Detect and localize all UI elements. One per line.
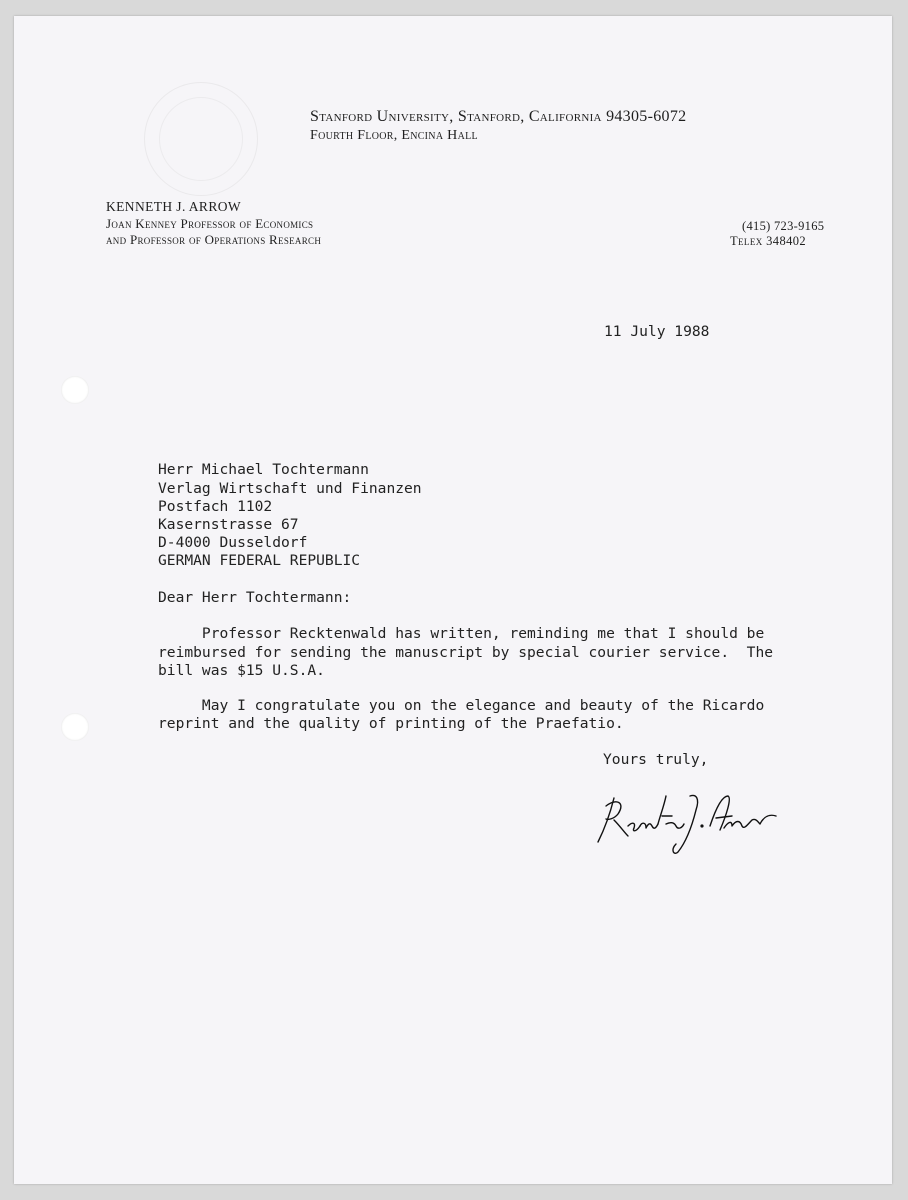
body-line: May I congratulate you on the elegance and beauty of the Ricardo [158, 697, 765, 714]
letterhead-name: KENNETH J. ARROW [106, 199, 242, 214]
letterhead-title-line1: Joan Kenney Professor of Economics [106, 216, 314, 231]
salutation: Dear Herr Tochtermann: [158, 589, 352, 606]
letterhead-floor: Fourth Floor, Encina Hall [310, 128, 478, 143]
body-line: Professor Recktenwald has written, reminding me that I should be [158, 625, 765, 642]
body-line: reimbursed for sending the manuscript by special courier service. The [158, 644, 774, 661]
letterhead-title-line2: and Professor of Operations Research [106, 232, 322, 247]
address-line: Kasernstrasse 67 [158, 516, 299, 533]
punch-hole-icon [61, 376, 89, 404]
handwritten-signature [592, 786, 782, 856]
address-line: Verlag Wirtschaft und Finanzen [158, 480, 422, 497]
punch-hole-icon [61, 713, 89, 741]
letterhead-institution: Stanford University, Stanford, California 94305-6072 [310, 108, 687, 125]
address-line: D-4000 Dusseldorf [158, 534, 308, 551]
letterhead-telex: Telex 348402 [730, 234, 807, 248]
closing: Yours truly, [603, 751, 709, 768]
address-line: Herr Michael Tochtermann [158, 461, 369, 478]
letterhead-phone: (415) 723-9165 [742, 219, 825, 233]
body-line: bill was $15 U.S.A. [158, 662, 325, 679]
letter-sheet [14, 16, 892, 1184]
address-line: GERMAN FEDERAL REPUBLIC [158, 552, 361, 569]
address-line: Postfach 1102 [158, 498, 273, 515]
body-line: reprint and the quality of printing of the Praefatio. [158, 715, 624, 732]
letter-date: 11 July 1988 [604, 323, 710, 340]
embossed-seal-icon [144, 82, 258, 196]
